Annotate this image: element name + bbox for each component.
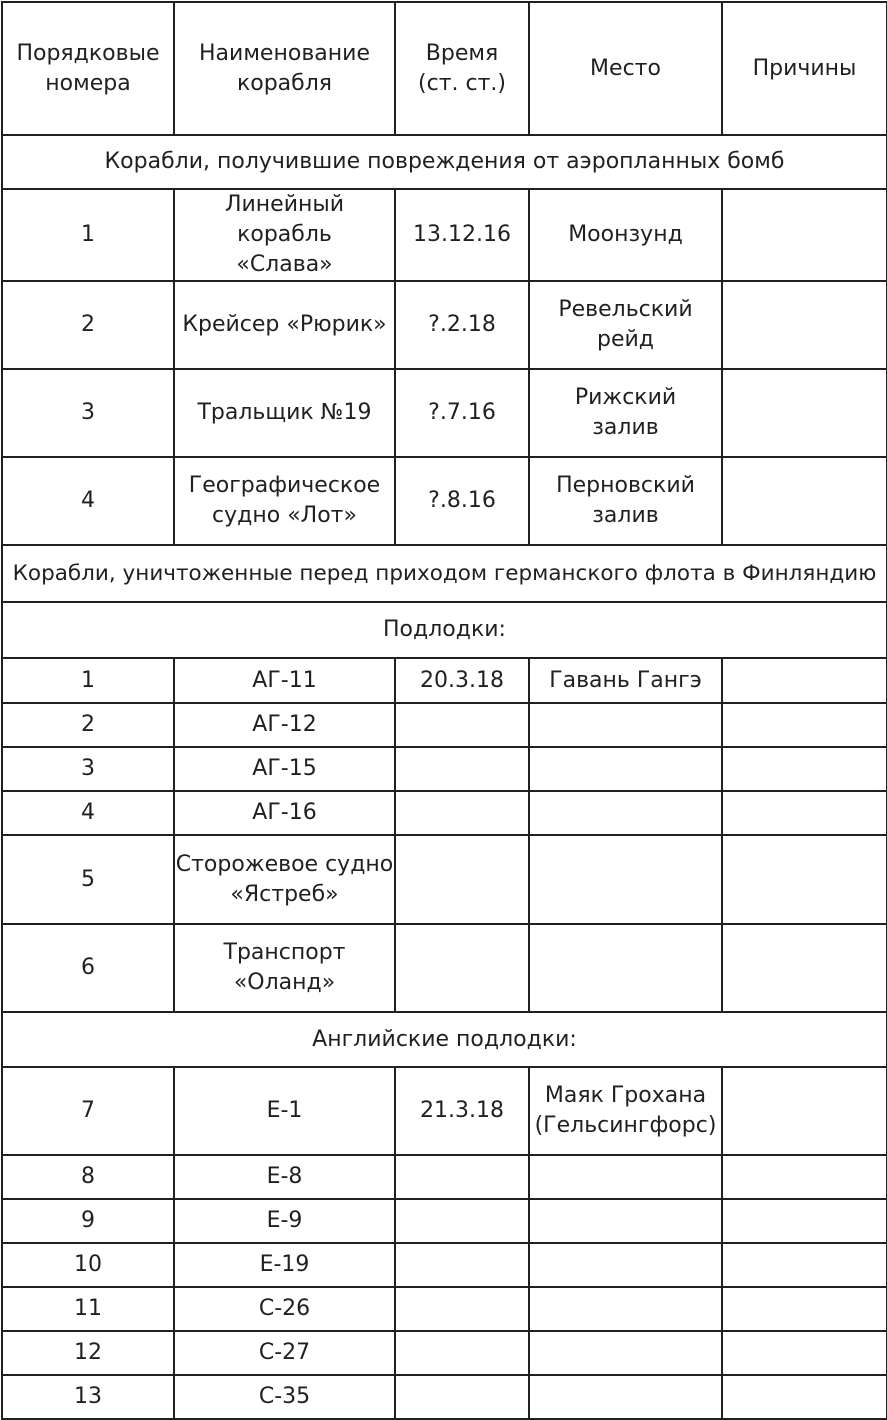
cell-time: ?.8.16 — [395, 457, 529, 545]
cell-num: 10 — [2, 1243, 174, 1287]
cell-reason — [722, 281, 887, 369]
table-row — [2, 1243, 887, 1287]
cell-name: АГ-15 — [174, 747, 395, 791]
cell-time — [395, 791, 529, 835]
cell-time — [395, 1331, 529, 1375]
cell-time — [395, 1375, 529, 1419]
cell-place: Ревельский рейд — [529, 281, 722, 369]
cell-name: С-35 — [174, 1375, 395, 1419]
cell-place — [529, 1375, 722, 1419]
cell-name: Е-1 — [174, 1067, 395, 1155]
cell-place — [529, 1199, 722, 1243]
cell-time: ?.7.16 — [395, 369, 529, 457]
header-place: Место — [529, 2, 722, 135]
table-row — [2, 658, 887, 703]
table-row — [2, 1199, 887, 1243]
cell-time: ?.2.18 — [395, 281, 529, 369]
cell-time — [395, 747, 529, 791]
cell-name: АГ-16 — [174, 791, 395, 835]
cell-time: 21.3.18 — [395, 1067, 529, 1155]
cell-reason — [722, 1155, 887, 1199]
section-row — [2, 545, 887, 602]
cell-place — [529, 703, 722, 747]
cell-name: Линейный корабль «Слава» — [174, 189, 395, 281]
cell-name: С-27 — [174, 1331, 395, 1375]
table-row — [2, 457, 887, 545]
cell-num: 1 — [2, 658, 174, 703]
table-row — [2, 703, 887, 747]
cell-num: 12 — [2, 1331, 174, 1375]
cell-place — [529, 1331, 722, 1375]
header-num: Порядковые номера — [2, 2, 174, 135]
section-damaged: Корабли, получившие повреждения от аэропланных бомб — [2, 135, 887, 189]
cell-reason — [722, 1243, 887, 1287]
section-destroyed: Корабли, уничтоженные перед приходом германского флота в Финляндию — [2, 545, 887, 602]
cell-place — [529, 835, 722, 924]
cell-reason — [722, 189, 887, 281]
cell-name: Транспорт «Оланд» — [174, 924, 395, 1012]
cell-time — [395, 1243, 529, 1287]
cell-reason — [722, 1067, 887, 1155]
table-row — [2, 189, 887, 281]
cell-name: Тральщик №19 — [174, 369, 395, 457]
cell-place — [529, 1155, 722, 1199]
table-row — [2, 791, 887, 835]
cell-num: 8 — [2, 1155, 174, 1199]
cell-num: 1 — [2, 189, 174, 281]
cell-reason — [722, 1375, 887, 1419]
cell-time: 13.12.16 — [395, 189, 529, 281]
cell-name: Е-9 — [174, 1199, 395, 1243]
table-row — [2, 369, 887, 457]
cell-place: Моонзунд — [529, 189, 722, 281]
cell-num: 11 — [2, 1287, 174, 1331]
section-row — [2, 602, 887, 658]
cell-name: Сторожевое судно «Ястреб» — [174, 835, 395, 924]
cell-reason — [722, 1331, 887, 1375]
table-row — [2, 747, 887, 791]
cell-num: 5 — [2, 835, 174, 924]
cell-name: Е-19 — [174, 1243, 395, 1287]
cell-time — [395, 924, 529, 1012]
cell-reason — [722, 703, 887, 747]
cell-place — [529, 924, 722, 1012]
cell-num: 4 — [2, 791, 174, 835]
header-name: Наименование корабля — [174, 2, 395, 135]
cell-place: Рижский залив — [529, 369, 722, 457]
table-row — [2, 1067, 887, 1155]
cell-place — [529, 1287, 722, 1331]
cell-place — [529, 1243, 722, 1287]
cell-name: Е-8 — [174, 1155, 395, 1199]
cell-num: 3 — [2, 747, 174, 791]
cell-name: АГ-11 — [174, 658, 395, 703]
cell-place — [529, 791, 722, 835]
cell-reason — [722, 747, 887, 791]
section-row — [2, 1012, 887, 1067]
cell-reason — [722, 457, 887, 545]
table-row — [2, 1331, 887, 1375]
cell-num: 6 — [2, 924, 174, 1012]
cell-place: Гавань Гангэ — [529, 658, 722, 703]
cell-reason — [722, 1287, 887, 1331]
cell-name: Географическое судно «Лот» — [174, 457, 395, 545]
section-row — [2, 135, 887, 189]
cell-name: С-26 — [174, 1287, 395, 1331]
cell-num: 13 — [2, 1375, 174, 1419]
cell-reason — [722, 835, 887, 924]
cell-time: 20.3.18 — [395, 658, 529, 703]
table-row — [2, 924, 887, 1012]
header-row — [2, 2, 887, 135]
cell-reason — [722, 369, 887, 457]
cell-num: 2 — [2, 281, 174, 369]
cell-time — [395, 1155, 529, 1199]
table-row — [2, 835, 887, 924]
ships-table — [1, 1, 887, 1420]
section-submarines: Подлодки: — [2, 602, 887, 658]
cell-time — [395, 1199, 529, 1243]
header-time: Время (ст. ст.) — [395, 2, 529, 135]
cell-time — [395, 703, 529, 747]
table-row — [2, 281, 887, 369]
cell-name: АГ-12 — [174, 703, 395, 747]
table-row — [2, 1287, 887, 1331]
cell-num: 3 — [2, 369, 174, 457]
cell-reason — [722, 1199, 887, 1243]
cell-num: 4 — [2, 457, 174, 545]
cell-reason — [722, 791, 887, 835]
cell-num: 7 — [2, 1067, 174, 1155]
cell-time — [395, 835, 529, 924]
section-british-submarines: Английские подлодки: — [2, 1012, 887, 1067]
cell-place: Перновский залив — [529, 457, 722, 545]
table-row — [2, 1155, 887, 1199]
header-reason: Причины — [722, 2, 887, 135]
cell-name: Крейсер «Рюрик» — [174, 281, 395, 369]
cell-time — [395, 1287, 529, 1331]
cell-reason — [722, 924, 887, 1012]
cell-num: 2 — [2, 703, 174, 747]
cell-reason — [722, 658, 887, 703]
cell-num: 9 — [2, 1199, 174, 1243]
cell-place: Маяк Грохана (Гельсингфорс) — [529, 1067, 722, 1155]
table-row — [2, 1375, 887, 1419]
cell-place — [529, 747, 722, 791]
